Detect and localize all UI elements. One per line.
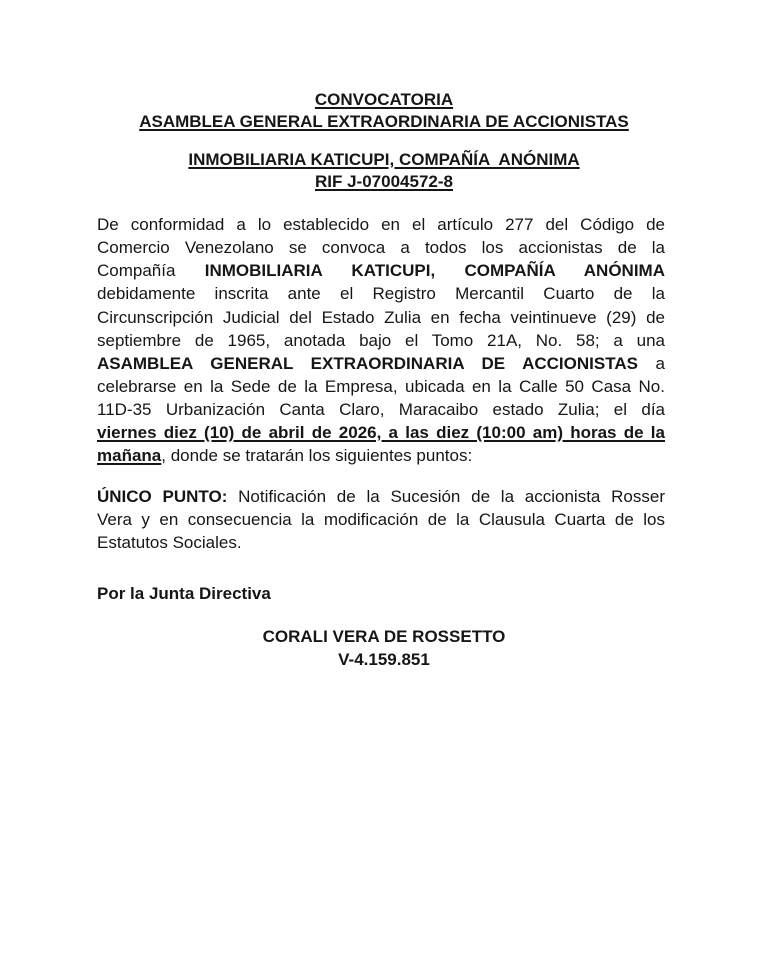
body-line xyxy=(97,353,665,375)
agenda-line: Estatutos Sociales. xyxy=(97,533,242,552)
assembly-name-inline: ASAMBLEA GENERAL EXTRAORDINARIA DE ACCIONISTAS xyxy=(97,354,638,373)
company-name xyxy=(0,149,768,171)
agenda-line xyxy=(97,486,665,508)
agenda-line: Vera y en consecuencia la modificación de la Clausula Cuarta de los xyxy=(97,510,665,529)
company-text: INMOBILIARIA KATICUPI, COMPAÑÍA ANÓNIMA xyxy=(188,150,580,169)
body-text: a xyxy=(655,354,665,373)
signatory-name: CORALI VERA DE ROSSETTO xyxy=(262,627,506,646)
body-line xyxy=(97,445,665,467)
body-line: debidamente inscrita ante el Registro Mercantil Cuarto de la xyxy=(97,284,665,303)
body-line xyxy=(97,260,665,282)
body-line: septiembre de 1965, anotada bajo el Tomo 21A, No. 58; a una xyxy=(97,331,665,350)
company-rif xyxy=(0,171,768,193)
closing-text: Por la Junta Directiva xyxy=(97,584,271,603)
company-name-inline: INMOBILIARIA KATICUPI, COMPAÑÍA ANÓNIMA xyxy=(204,261,665,280)
subtitle-text: ASAMBLEA GENERAL EXTRAORDINARIA DE ACCIONISTAS xyxy=(139,112,629,131)
signatory-id: V-4.159.851 xyxy=(338,650,430,669)
body-line: Comercio Venezolano se convoca a todos los accionistas de la xyxy=(97,238,665,257)
body-text: , donde se tratarán los siguientes puntos: xyxy=(161,446,473,465)
document-title xyxy=(0,89,768,111)
rif-text: RIF J-07004572-8 xyxy=(315,172,453,191)
body-line: 11D-35 Urbanización Canta Claro, Maracaibo estado Zulia; el día xyxy=(97,400,665,419)
meeting-date-end: mañana xyxy=(97,446,162,465)
body-line: celebrarse en la Sede de la Empresa, ubicada en la Calle 50 Casa No. xyxy=(97,377,665,396)
agenda-label: ÚNICO PUNTO: xyxy=(97,487,228,506)
title-text: CONVOCATORIA xyxy=(314,90,454,109)
body-line: Circunscripción Judicial del Estado Zulia en fecha veintinueve (29) de xyxy=(97,308,665,327)
meeting-date: viernes diez (10) de abril de 2026, a las diez (10:00 am) horas de la xyxy=(97,423,665,442)
agenda-text: Notificación de la Sucesión de la accionista Rosser xyxy=(238,487,665,506)
document-subtitle xyxy=(0,111,768,133)
body-line: De conformidad a lo establecido en el artículo 277 del Código de xyxy=(97,215,665,234)
body-text: Compañía xyxy=(97,261,205,280)
